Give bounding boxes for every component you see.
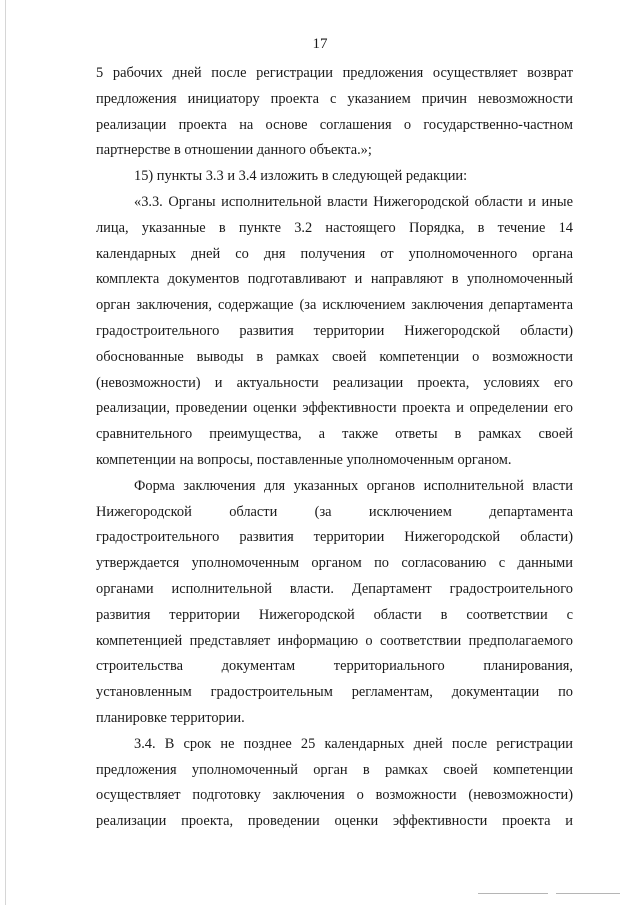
text-line: «3.3. Органы исполнительной власти Нижегородской области и иные bbox=[134, 194, 573, 210]
text-line: осуществляет подготовку заключения о возможности (невозможности) bbox=[96, 787, 573, 804]
text-line: реализации, проведении оценки эффективности проекта и определении его bbox=[96, 400, 573, 417]
text-line: 15) пункты 3.3 и 3.4 изложить в следующей редакции: bbox=[134, 168, 468, 185]
text-line: реализации проекта на основе соглашения о государственно-частном bbox=[96, 116, 573, 133]
text-line: компетенции на вопросы, поставленные уполномоченным органом. bbox=[96, 452, 512, 468]
text-line: лица, указанные в пункте 3.2 настоящего Порядка, в течение 14 bbox=[96, 219, 573, 236]
text-line: утверждается уполномоченным органом по согласованию с данными bbox=[96, 555, 573, 572]
text-line: развития территории Нижегородской области в соответствии с bbox=[96, 606, 573, 623]
text-line: реализации проекта, проведении оценки эффективности проекта и bbox=[96, 813, 573, 830]
text-line: градостроительного развития территории Нижегородской области) bbox=[96, 529, 573, 546]
text-line: партнерстве в отношении данного объекта.»; bbox=[96, 142, 372, 159]
text-line: календарных дней со дня получения от уполномоченного органа bbox=[96, 245, 573, 262]
text-line: орган заключения, содержащие (за исключением заключения департамента bbox=[96, 297, 573, 314]
text-line: сравнительного преимущества, а также ответы в рамках своей bbox=[96, 426, 573, 443]
text-line: предложения инициатору проекта с указанием причин невозможности bbox=[96, 90, 573, 107]
text-line: 3.4. В срок не позднее 25 календарных дней после регистрации bbox=[134, 735, 573, 752]
text-line: предложения уполномоченный орган в рамках своей компетенции bbox=[96, 761, 573, 778]
text-line: (невозможности) и актуальности реализации проекта, условиях его bbox=[96, 374, 573, 391]
text-line: градостроительного развития территории Нижегородской области) bbox=[96, 323, 573, 339]
text-line: Нижегородской области (за исключением департамента bbox=[96, 503, 573, 520]
text-line: 5 рабочих дней после регистрации предложения осуществляет возврат bbox=[96, 65, 573, 81]
page-number: 17 bbox=[312, 36, 328, 52]
text-line: Форма заключения для указанных органов исполнительной власти bbox=[134, 477, 573, 494]
text-line: компетенцией представляет информацию о соответствии предполагаемого bbox=[96, 632, 573, 649]
scan-artifact bbox=[556, 893, 620, 894]
scan-artifact bbox=[478, 893, 548, 894]
text-line: органами исполнительной власти. Департамент градостроительного bbox=[96, 581, 573, 597]
text-line: обоснованные выводы в рамках своей компетенции о возможности bbox=[96, 348, 573, 365]
text-line: комплекта документов подготавливают и направляют в уполномоченный bbox=[96, 271, 573, 288]
scan-edge-line bbox=[5, 0, 6, 905]
text-line: планировке территории. bbox=[96, 710, 245, 726]
text-line: установленным градостроительным регламентам, документации по bbox=[96, 684, 573, 701]
text-line: строительства документам территориального планирования, bbox=[96, 658, 573, 675]
